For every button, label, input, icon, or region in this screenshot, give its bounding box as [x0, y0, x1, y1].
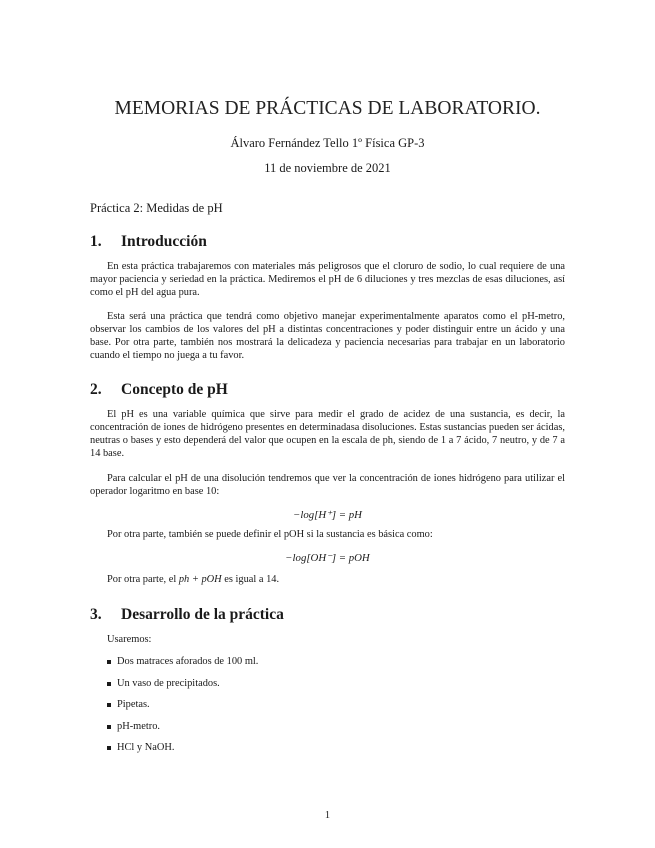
section-number: 3. — [90, 606, 102, 623]
list-item — [107, 742, 258, 764]
section-number: 2. — [90, 381, 102, 398]
list-item-text: Un vaso de precipitados. — [117, 677, 220, 689]
equation-ph: −log[H⁺] = pH — [293, 509, 362, 521]
document-title: MEMORIAS DE PRÁCTICAS DE LABORATORIO. — [114, 98, 541, 119]
practice-subtitle: Práctica 2: Medidas de pH — [90, 201, 223, 215]
author-line: Álvaro Fernández Tello 1º Física GP-3 — [230, 136, 425, 150]
section-heading-desarrollo — [90, 606, 284, 624]
text-fragment: Por otra parte, el — [107, 574, 179, 585]
list-item — [107, 678, 258, 700]
equation-poh: −log[OH⁻] = pOH — [285, 552, 370, 564]
page-number: 1 — [324, 810, 331, 821]
inline-math: ph + pOH — [178, 574, 222, 585]
paragraph: En esta práctica trabajaremos con materiales más peligrosos que el cloruro de sodio, lo cual requiere de una mayor paciencia y seriedad en la práctica. Mediremos el pH de 6 diluciones y tres mezclas de esas diluciones, así como el pH del agua pura. — [90, 261, 565, 298]
section-heading-introduccion — [90, 233, 207, 251]
bullet-icon — [107, 703, 111, 707]
list-item-text: HCl y NaOH. — [117, 742, 175, 753]
paragraph: Para calcular el pH de una disolución tendremos que ver la concentración de iones hidrógeno para utilizar el operador logaritmo en base 10: — [90, 473, 565, 497]
list-item — [107, 656, 258, 678]
date-line: 11 de noviembre de 2021 — [264, 161, 391, 175]
text-line — [107, 574, 279, 585]
materials-list — [107, 656, 258, 764]
section-heading-concepto-ph — [90, 381, 228, 399]
text-line: Por otra parte, también se puede definir el pOH si la sustancia es básica como: — [107, 529, 433, 540]
section-title: Introducción — [121, 233, 207, 250]
bullet-icon — [107, 746, 111, 750]
section-number: 1. — [90, 233, 102, 250]
section-title: Concepto de pH — [121, 381, 228, 398]
list-item-text: Dos matraces aforados de 100 ml. — [117, 656, 259, 667]
bullet-icon — [107, 682, 111, 686]
section-title: Desarrollo de la práctica — [121, 606, 284, 623]
list-item-text: pH-metro. — [117, 720, 160, 732]
list-item-text: Pipetas. — [117, 699, 150, 710]
bullet-icon — [107, 725, 111, 729]
list-item — [107, 699, 258, 721]
text-fragment: es igual a 14. — [221, 574, 280, 585]
list-intro: Usaremos: — [107, 634, 152, 645]
list-item — [107, 721, 258, 743]
bullet-icon — [107, 660, 111, 664]
paragraph: El pH es una variable química que sirve para medir el grado de acidez de una sustancia, es decir, la concentración de iones de hidrógeno presentes en determinadasa disoluciones. Estas sustancias pueden ser ácidas, neutras o bases y esto dependerá del valor que ocupen en la escala de ph, siendo de 1 a 7 ácido, 7 neutro, y de 7 a 14 base. — [90, 409, 565, 459]
paragraph: Esta será una práctica que tendrá como objetivo manejar experimentalmente aparatos como el pH-metro, observar los cambios de los valores del pH a distintas concentraciones y poder distinguir entre un ácido y una base. Por otra parte, también nos mostrará la delicadeza y paciencia necesarias para trabajar en un laboratorio cuando el tiempo no juega a tu favor. — [90, 311, 565, 361]
